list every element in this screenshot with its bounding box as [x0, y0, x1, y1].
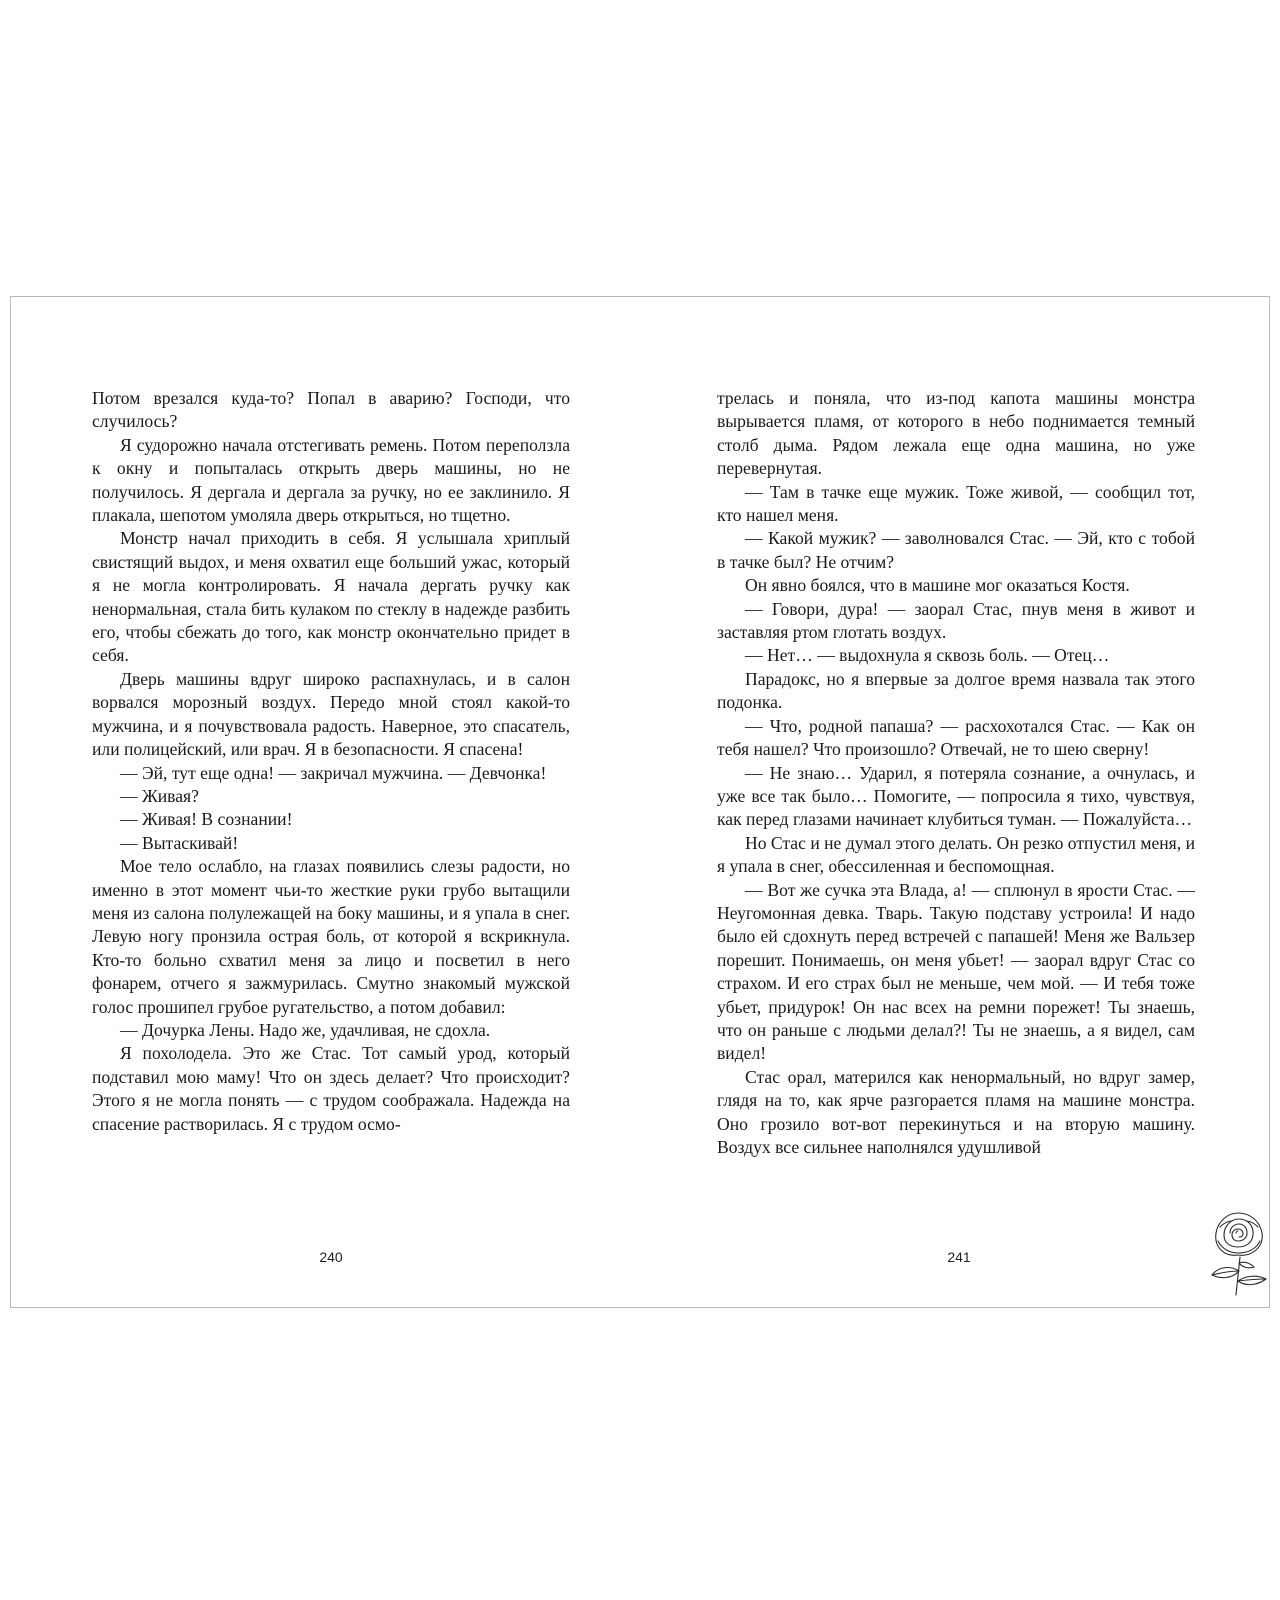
left-page-text: [92, 387, 570, 1136]
paragraph: Он явно боялся, что в машине мог оказаться Костя.: [745, 575, 1130, 596]
paragraph: Дверь машины вдруг широко распахнулась, и в салон ворвался морозный воздух. Передо мной стоял какой-то мужчина, и я почувствовала радость. Наверное, это спасатель, или полицейский, или врач. Я в безопасности. Я спасена!: [92, 668, 570, 760]
rose-icon: [1206, 1205, 1270, 1301]
paragraph: Я судорожно начала отстегивать ремень. Потом переползла к окну и попыталась открыть дверь машины, но не получилось. Я дергала и дергала за ручку, но ее заклинило. Я плакала, шепотом умоляла дверь открыться, но тщетно.: [92, 434, 570, 526]
paragraph: Монстр начал приходить в себя. Я услышала хриплый свистящий выдох, и меня охватил еще больший ужас, который я не могла контролировать. Я начала дергать ручку как ненормальная, стала бить кулаком по стеклу в надежде разбить его, чтобы сбежать до того, как монстр окончательно придет в себя.: [92, 528, 570, 666]
paragraph: — Говори, дура! — заорал Стас, пнув меня в живот и заставляя ртом глотать воздух.: [717, 598, 1195, 643]
page-number-right: 241: [947, 1249, 971, 1265]
paragraph: Потом врезался куда-то? Попал в аварию? Господи, что случилось?: [92, 388, 570, 432]
paragraph: — Эй, тут еще одна! — закричал мужчина. — Девчонка!: [120, 762, 547, 783]
paragraph: Парадокс, но я впервые за долгое время назвала так этого подонка.: [717, 668, 1195, 713]
paragraph: — Что, родной папаша? — расхохотался Стас. — Как он тебя нашел? Что произошло? Отвечай, не то шею сверну!: [717, 715, 1195, 760]
paragraph: — Вот же сучка эта Влада, а! — сплюнул в ярости Стас. — Неугомонная девка. Тварь. Такую подставу устроила! И надо было ей сдохнуть перед встречей с папашей! Меня же Вальзер порешит. Понимаешь, он меня убьет! — заорал вдруг Стас со страхом. И его страх был не меньше, чем мой. — И тебя тоже убьет, придурок! Он нас всех на ремни порежет! Ты знаешь, что он раньше с людьми делал?! Ты не знаешь, а я видел, сам видел!: [717, 879, 1195, 1064]
paragraph: трелась и поняла, что из-под капота машины монстра вырывается пламя, от которого в небо поднимается темный столб дыма. Рядом лежала еще одна машина, но уже перевернутая.: [717, 388, 1195, 479]
paragraph: — Вытаскивай!: [120, 832, 239, 853]
paragraph: — Дочурка Лены. Надо же, удачливая, не сдохла.: [120, 1019, 491, 1040]
paragraph: — Живая?: [120, 785, 199, 806]
right-page-text: [717, 387, 1195, 1159]
page-number-left: 240: [319, 1249, 343, 1265]
paragraph: — Какой мужик? — заволновался Стас. — Эй, кто с тобой в тачке был? Не отчим?: [717, 528, 1195, 572]
paragraph: Я похолодела. Это же Стас. Тот самый урод, который подставил мою маму! Что он здесь делает? Что происходит? Этого я не могла понять — с трудом соображала. Надежда на спасение растворилась. Я с трудом осмо-: [92, 1043, 570, 1134]
paragraph: — Там в тачке еще мужик. Тоже живой, — сообщил тот, кто нашел меня.: [717, 481, 1195, 526]
paragraph: Стас орал, матерился как ненормальный, но вдруг замер, глядя на то, как ярче разгорается пламя на машине монстра. Оно грозило вот-вот перекинуться и на вторую машину. Воздух все сильнее наполнялся удушливой: [717, 1066, 1195, 1157]
book-spread: [10, 296, 1270, 1308]
paragraph: — Нет… — выдохнула я сквозь боль. — Отец…: [745, 645, 1110, 666]
paragraph: — Живая! В сознании!: [120, 809, 293, 830]
paragraph: Мое тело ослабло, на глазах появились слезы радости, но именно в этот момент чьи-то жесткие руки грубо вытащили меня из салона полулежащей на боку машины, и я упала в снег. Левую ногу пронзила острая боль, от которой я вскрикнула. Кто-то больно схватил меня за лицо и посветил в него фонарем, отчего я зажмурилась. Смутно знакомый мужской голос прошипел грубое ругательство, а потом добавил:: [92, 856, 570, 1017]
paragraph: — Не знаю… Ударил, я потеряла сознание, а очнулась, и уже все так было… Помогите, — попросила я тихо, чувствуя, как перед глазами начинает клубиться туман. — Пожалуйста…: [717, 762, 1195, 830]
paragraph: Но Стас и не думал этого делать. Он резко отпустил меня, и я упала в снег, обессиленная и беспомощная.: [717, 832, 1195, 877]
